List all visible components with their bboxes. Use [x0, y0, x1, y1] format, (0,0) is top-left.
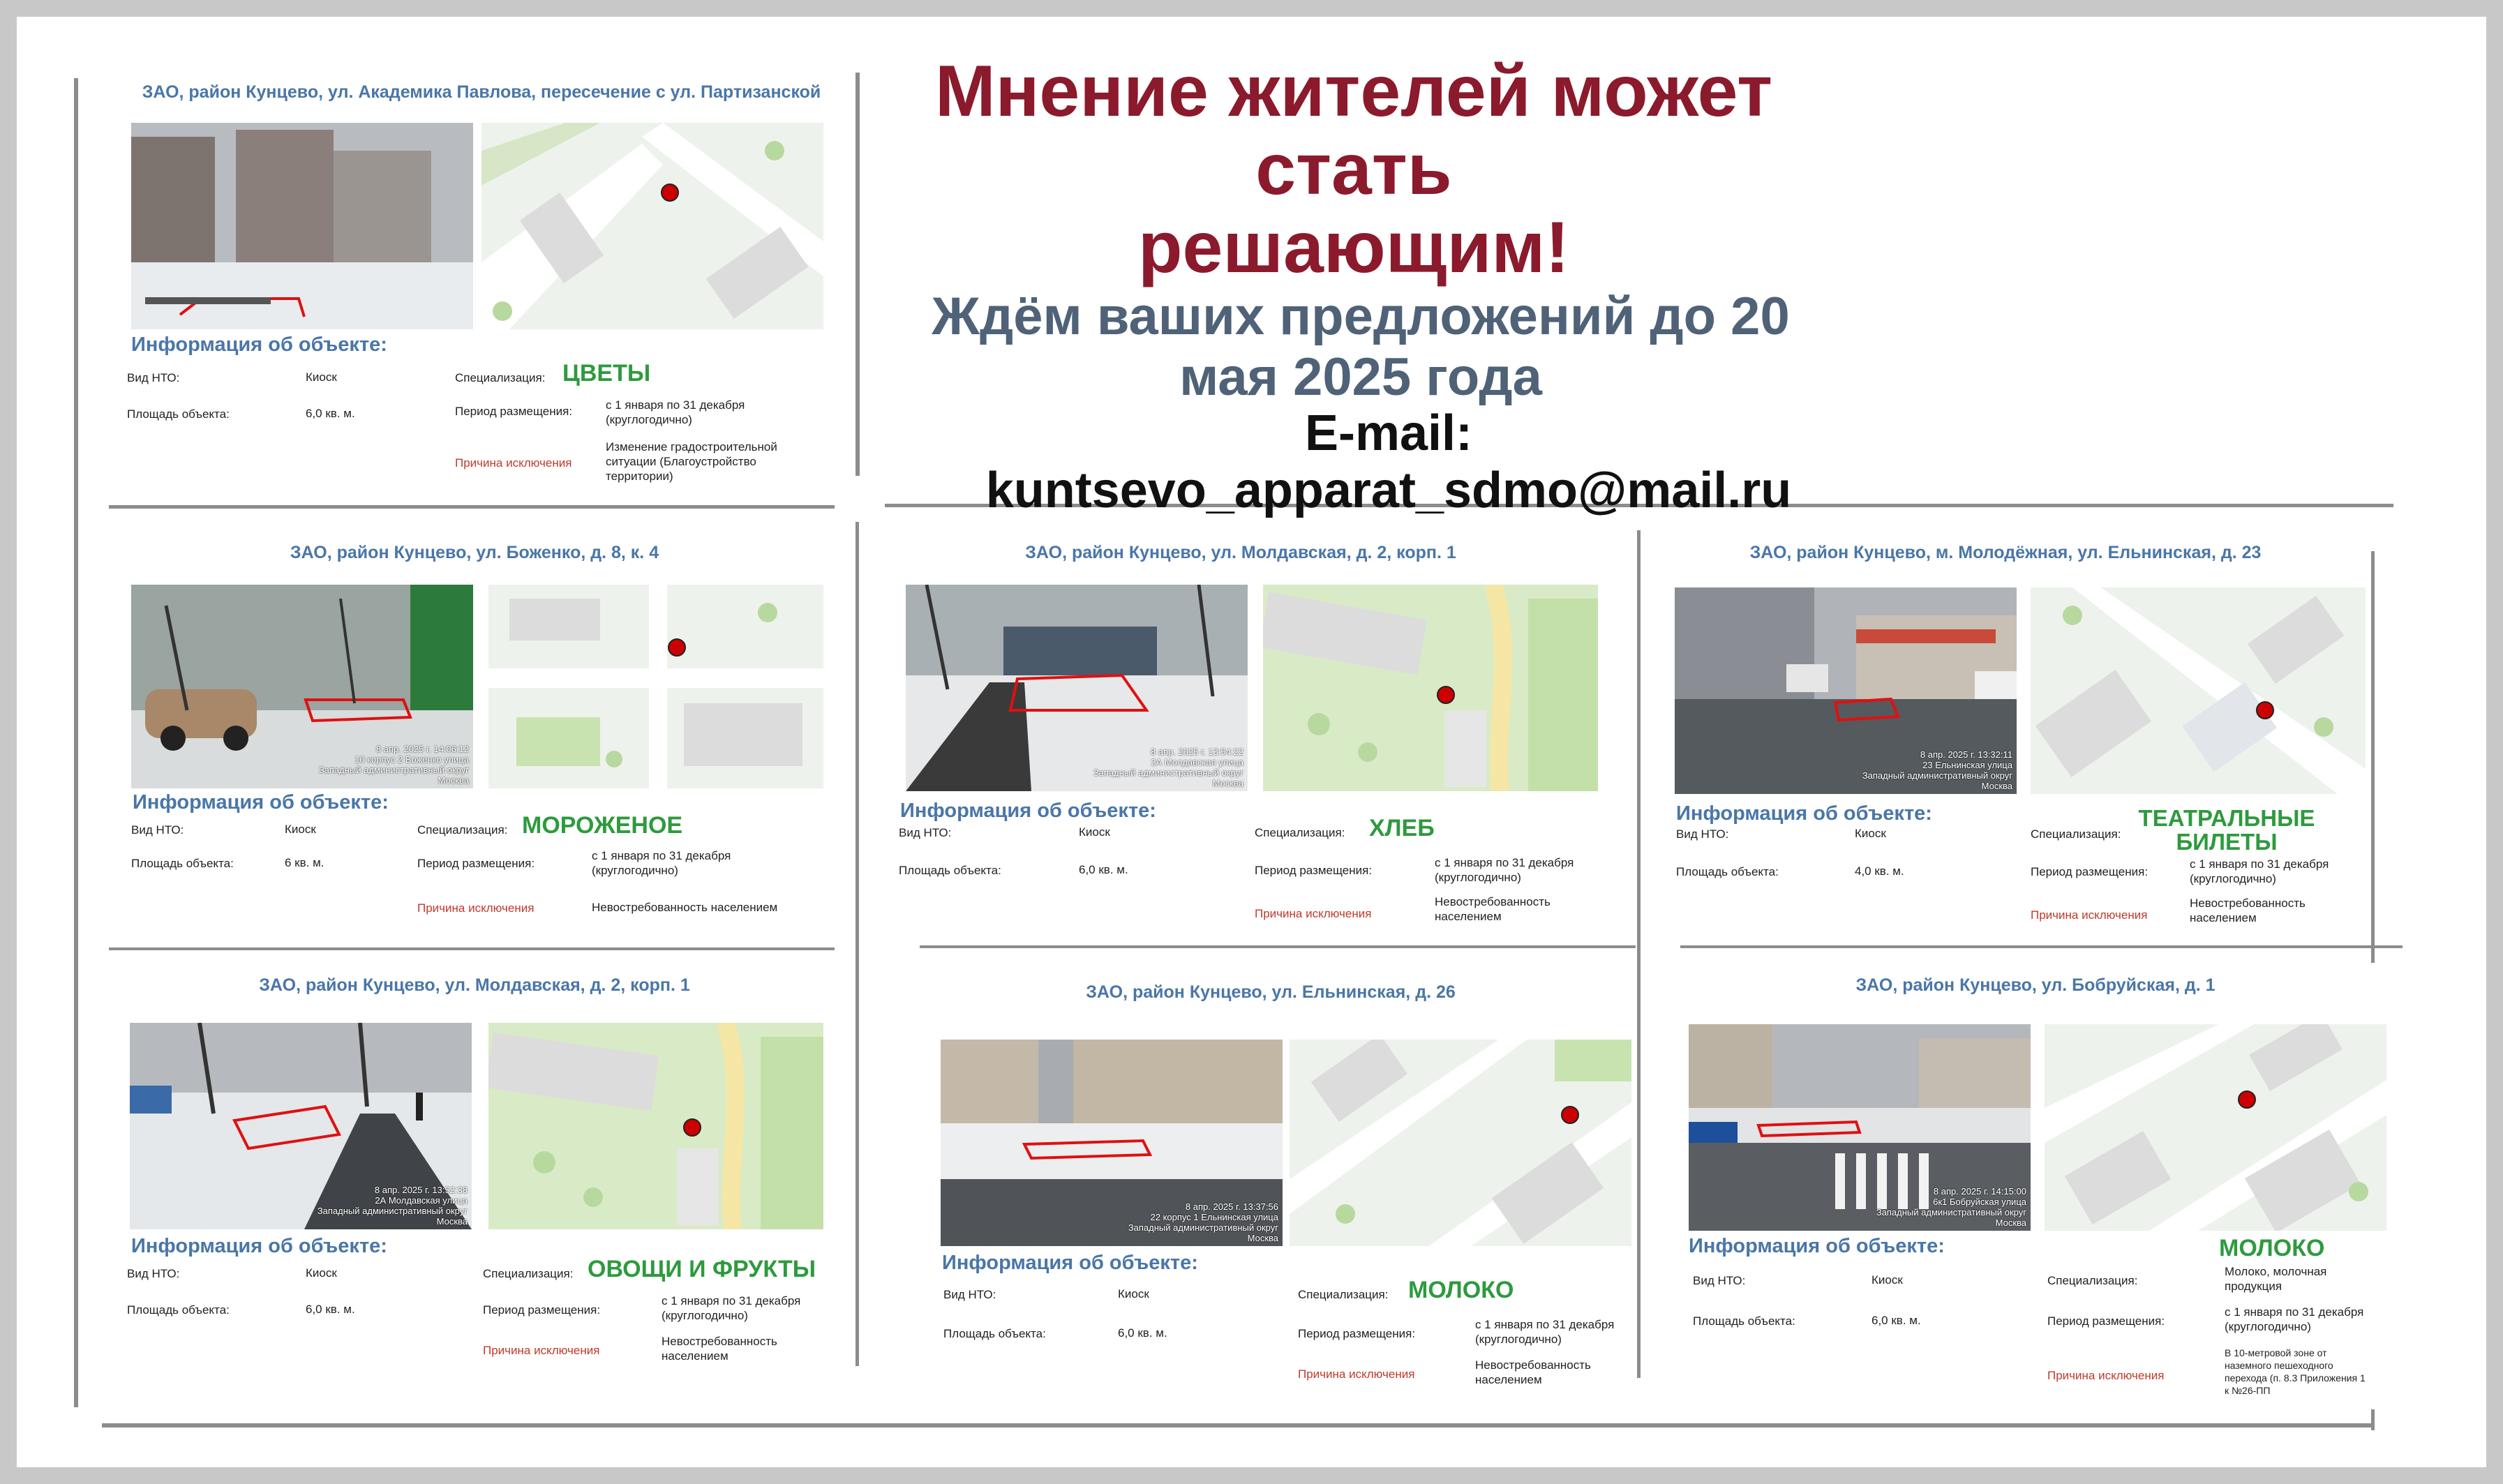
- period-label: Период размещения:: [455, 405, 573, 418]
- object-card-7: [1675, 963, 2396, 1409]
- spec-value: МОЛОКО: [1408, 1277, 1514, 1303]
- object-card-2: [112, 530, 837, 928]
- type-value: Киоск: [285, 823, 316, 836]
- period-value: с 1 января по 31 декабря (круглогодично): [662, 1294, 801, 1322]
- card-title: ЗАО, район Кунцево, ул. Ельнинская, д. 26: [1086, 982, 1456, 1002]
- site-photo: [906, 585, 1248, 791]
- divider-row2-left: [109, 947, 835, 950]
- info-header: Информация об объекте:: [1689, 1235, 1945, 1257]
- reason-label: Причина исключения: [1298, 1367, 1415, 1381]
- object-card-4: [1644, 530, 2367, 935]
- area-value: 6,0 кв. м.: [306, 407, 355, 420]
- type-label: Вид НТО:: [899, 826, 952, 839]
- type-value: Киоск: [1079, 825, 1110, 839]
- headline-line-2: решающим!: [1138, 207, 1569, 288]
- info-header: Информация об объекте:: [900, 800, 1156, 822]
- spec-label: Специализация:: [417, 823, 508, 837]
- object-card-5: [112, 963, 837, 1381]
- location-map: [1290, 1040, 1631, 1246]
- location-map: [488, 1023, 823, 1229]
- area-label: Площадь объекта:: [943, 1327, 1046, 1340]
- reason-value: Невостребованность населением: [592, 901, 778, 914]
- info-header: Информация об объекте:: [942, 1252, 1198, 1274]
- type-label: Вид НТО:: [127, 1267, 180, 1280]
- type-label: Вид НТО:: [1693, 1274, 1746, 1287]
- spec-label: Специализация:: [2047, 1274, 2138, 1287]
- reason-value: В 10-метровой зоне от наземного пешеходного перехода (п. 8.3 Приложения 1 к №26-ПП: [2225, 1347, 2366, 1396]
- area-label: Площадь объекта:: [131, 857, 234, 870]
- reason-value: Изменение градостроительной ситуации (Благоустройство территории): [606, 440, 777, 483]
- area-value: 4,0 кв. м.: [1855, 864, 1904, 878]
- info-header: Информация об объекте:: [131, 1235, 387, 1257]
- photo-timestamp: 8 апр. 2025 г. 14:06:12 10 корпус 2 Боженко улица Западный административный округ Москва: [318, 744, 469, 786]
- type-label: Вид НТО:: [943, 1288, 996, 1301]
- site-photo: [131, 123, 473, 329]
- object-card-6: [904, 970, 1637, 1402]
- area-value: 6,0 кв. м.: [1118, 1326, 1167, 1340]
- period-value: с 1 января по 31 декабря (круглогодично): [1435, 856, 1574, 884]
- type-label: Вид НТО:: [1676, 827, 1729, 841]
- divider-col3-vertical: [1637, 530, 1641, 1378]
- type-value: Киоск: [1855, 827, 1886, 840]
- photo-timestamp: 8 апр. 2025 г. 13:54:22 2А Молдавская улица Западный административный округ Москва: [1093, 747, 1243, 788]
- info-header: Информация об объекте:: [1676, 802, 1932, 825]
- spec-label: Специализация:: [2031, 827, 2121, 841]
- reason-label: Причина исключения: [2031, 908, 2148, 922]
- spec-detail: Молоко, молочная продукция: [2225, 1265, 2327, 1293]
- reason-value: Невостребованность населением: [662, 1335, 777, 1363]
- spec-value: ЦВЕТЫ: [562, 360, 651, 387]
- info-header: Информация об объекте:: [131, 333, 387, 356]
- spec-value: ХЛЕБ: [1369, 815, 1435, 841]
- reason-value: Невостребованность населением: [1475, 1358, 1591, 1386]
- reason-label: Причина исключения: [483, 1344, 600, 1357]
- deadline-text: Ждём ваших предложений до 20 мая 2025 года: [932, 287, 1790, 407]
- spec-label: Специализация:: [483, 1267, 574, 1280]
- location-map: [2031, 587, 2366, 794]
- location-map: [488, 585, 823, 788]
- divider-left-vertical: [74, 78, 78, 1407]
- divider-top-card-right: [855, 73, 860, 476]
- headline: [900, 52, 1807, 287]
- object-card-3: [864, 530, 1617, 935]
- card-title: ЗАО, район Кунцево, ул. Боженко, д. 8, к. 4: [290, 543, 659, 562]
- area-label: Площадь объекта:: [899, 864, 1001, 877]
- type-value: Киоск: [1871, 1273, 1903, 1287]
- period-value: с 1 января по 31 декабря (круглогодично): [606, 398, 745, 426]
- reason-value: Невостребованность населением: [2190, 897, 2306, 924]
- period-value: с 1 января по 31 декабря (круглогодично): [592, 849, 731, 877]
- site-photo: [1689, 1024, 2031, 1231]
- area-value: 6 кв. м.: [285, 856, 324, 869]
- divider-bottom: [102, 1423, 2374, 1427]
- photo-timestamp: 8 апр. 2025 г. 13:52:38 2А Молдавская улица Западный административный округ Москва: [317, 1185, 468, 1227]
- email-text: E-mail: kuntsevo_apparat_sdmo@mail.ru: [985, 405, 1792, 518]
- area-value: 6,0 кв. м.: [1079, 863, 1128, 876]
- period-label: Период размещения:: [483, 1303, 601, 1317]
- area-label: Площадь объекта:: [1676, 865, 1779, 878]
- period-value: с 1 января по 31 декабря (круглогодично): [1475, 1318, 1615, 1346]
- spec-value: МОРОЖЕНОЕ: [522, 812, 683, 839]
- area-label: Площадь объекта:: [127, 407, 230, 421]
- card-title: ЗАО, район Кунцево, ул. Академика Павлова, пересечение с ул. Партизанской: [142, 82, 821, 102]
- photo-timestamp: 8 апр. 2025 г. 13:32:11 23 Ельнинская улица Западный административный округ Москва: [1862, 749, 2012, 791]
- headline-line-1: Мнение жителей может стать: [934, 51, 1773, 210]
- location-map: [2045, 1024, 2386, 1231]
- period-value: с 1 января по 31 декабря (круглогодично): [2190, 857, 2329, 885]
- site-photo: [1675, 587, 2017, 794]
- spec-value: ТЕАТРАЛЬНЫЕ БИЛЕТЫ: [2138, 805, 2315, 855]
- card-title: ЗАО, район Кунцево, м. Молодёжная, ул. Ельнинская, д. 23: [1749, 543, 2262, 562]
- location-map: [1263, 585, 1598, 791]
- period-value: с 1 января по 31 декабря (круглогодично): [2225, 1305, 2364, 1333]
- site-photo: [130, 1023, 472, 1229]
- area-value: 6,0 кв. м.: [1871, 1314, 1921, 1327]
- reason-label: Причина исключения: [2047, 1369, 2165, 1382]
- object-card-1: [112, 70, 851, 495]
- area-label: Площадь объекта:: [1693, 1314, 1795, 1328]
- type-value: Киоск: [1118, 1287, 1149, 1301]
- type-label: Вид НТО:: [131, 823, 184, 837]
- divider-col2-vertical: [855, 522, 859, 1366]
- photo-timestamp: 8 апр. 2025 г. 14:15:00 6к1 Бобруйская улица Западный административный округ Москва: [1876, 1186, 2026, 1228]
- area-label: Площадь объекта:: [127, 1303, 230, 1317]
- site-photo: [941, 1040, 1283, 1246]
- spec-value: ОВОЩИ И ФРУКТЫ: [588, 1256, 816, 1282]
- period-label: Период размещения:: [1298, 1327, 1416, 1340]
- spec-value: МОЛОКО: [2219, 1235, 2325, 1261]
- period-label: Период размещения:: [2031, 865, 2149, 878]
- card-title: ЗАО, район Кунцево, ул. Молдавская, д. 2, корп. 1: [259, 975, 690, 995]
- card-title: ЗАО, район Кунцево, ул. Бобруйская, д. 1: [1855, 975, 2216, 995]
- period-label: Период размещения:: [1255, 864, 1373, 877]
- type-value: Киоск: [306, 370, 337, 384]
- reason-label: Причина исключения: [1255, 907, 1372, 920]
- period-label: Период размещения:: [2047, 1314, 2165, 1328]
- spec-label: Специализация:: [455, 371, 546, 384]
- period-label: Период размещения:: [417, 857, 535, 870]
- area-value: 6,0 кв. м.: [306, 1303, 355, 1316]
- site-photo: [131, 585, 473, 788]
- photo-timestamp: 8 апр. 2025 г. 13:37:56 22 корпус 1 Ельнинская улица Западный административный округ Москва: [1128, 1201, 1278, 1243]
- type-label: Вид НТО:: [127, 371, 180, 384]
- spec-label: Специализация:: [1255, 826, 1345, 839]
- reason-label: Причина исключения: [417, 901, 535, 915]
- divider-row1-left: [109, 505, 835, 509]
- divider-row2-right: [1680, 945, 2403, 948]
- reason-label: Причина исключения: [455, 456, 572, 470]
- location-map: [481, 123, 823, 329]
- divider-row2-mid: [920, 945, 1636, 948]
- spec-label: Специализация:: [1298, 1288, 1389, 1301]
- reason-value: Невостребованность населением: [1435, 895, 1551, 923]
- info-header: Информация об объекте:: [133, 791, 389, 814]
- type-value: Киоск: [306, 1266, 337, 1280]
- card-title: ЗАО, район Кунцево, ул. Молдавская, д. 2, корп. 1: [1025, 543, 1456, 562]
